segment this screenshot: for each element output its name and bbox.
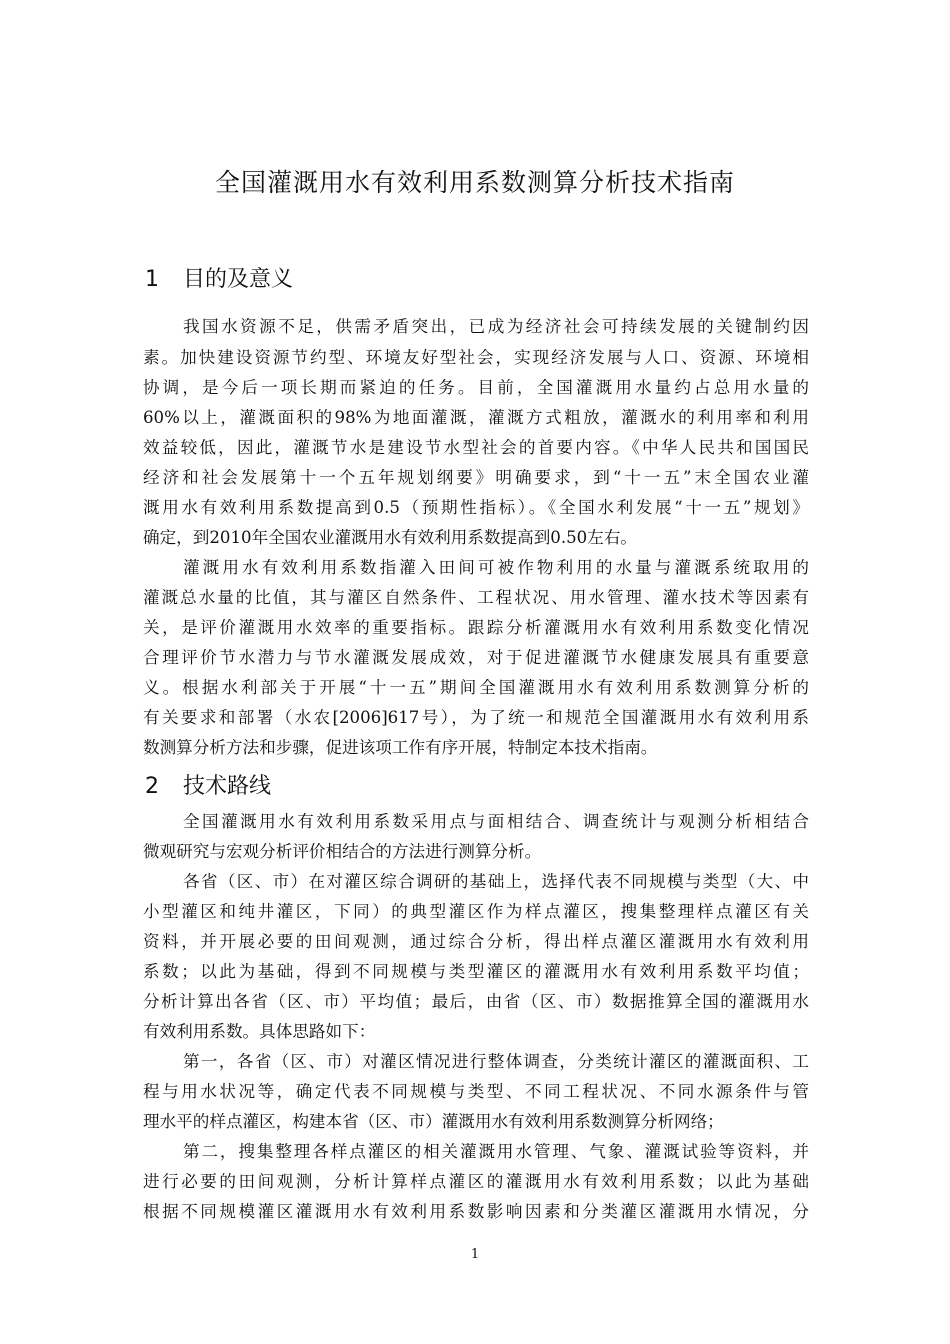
paragraph-line: 分析计算出各省（区、市）平均值；最后，由省（区、市）数据推算全国的灌溉用水 (143, 992, 809, 1011)
paragraph-line: 有关要求和部署（水农[2006]617号），为了统一和规范全国灌溉用水有效利用系 (143, 708, 809, 727)
paragraph-line: 灌溉用水有效利用系数指灌入田间可被作物利用的水量与灌溉系统取用的 (183, 558, 809, 577)
paragraph-line: 经济和社会发展第十一个五年规划纲要》明确要求，到“十一五”末全国农业灌 (143, 468, 809, 487)
paragraph-line: 第一，各省（区、市）对灌区情况进行整体调查，分类统计灌区的灌溉面积、工 (183, 1052, 809, 1071)
paragraph-line: 效益较低，因此，灌溉节水是建设节水型社会的首要内容。《中华人民共和国国民 (143, 438, 809, 457)
paragraph-line: 系数；以此为基础，得到不同规模与类型灌区的灌溉用水有效利用系数平均值； (143, 962, 809, 981)
paragraph-line: 60%以上，灌溉面积的98%为地面灌溉，灌溉方式粗放，灌溉水的利用率和利用 (143, 408, 809, 427)
section-heading-1 (145, 262, 293, 293)
section-title: 技术路线 (183, 774, 272, 799)
paragraph-line: 合理评价节水潜力与节水灌溉发展成效，对于促进灌溉节水健康发展具有重要意 (143, 648, 809, 667)
paragraph-line: 数测算分析方法和步骤，促进该项工作有序开展，特制定本技术指南。 (143, 738, 658, 757)
paragraph-line: 协调，是今后一项长期而紧迫的任务。目前，全国灌溉用水量约占总用水量的 (143, 378, 809, 397)
paragraph-line: 有效利用系数。具体思路如下： (143, 1022, 376, 1041)
document-title: 全国灌溉用水有效利用系数测算分析技术指南 (214, 168, 735, 197)
paragraph-line: 各省（区、市）在对灌区综合调研的基础上，选择代表不同规模与类型（大、中 (183, 872, 809, 891)
paragraph-line: 进行必要的田间观测，分析计算样点灌区的灌溉用水有效利用系数；以此为基础 (143, 1172, 809, 1191)
paragraph-line: 我国水资源不足，供需矛盾突出，已成为经济社会可持续发展的关键制约因 (183, 317, 809, 336)
page-number: 1 (470, 1247, 480, 1262)
paragraph-line: 义。根据水利部关于开展“十一五”期间全国灌溉用水有效利用系数测算分析的 (143, 678, 809, 697)
section-title: 目的及意义 (183, 267, 294, 292)
paragraph-line: 关，是评价灌溉用水效率的重要指标。跟踪分析灌溉用水有效利用系数变化情况 (143, 618, 809, 637)
paragraph-line: 灌溉总水量的比值，其与灌区自然条件、工程状况、用水管理、灌水技术等因素有 (143, 588, 809, 607)
paragraph-line: 程与用水状况等，确定代表不同规模与类型、不同工程状况、不同水源条件与管 (143, 1082, 809, 1101)
paragraph-line: 资料，并开展必要的田间观测，通过综合分析，得出样点灌区灌溉用水有效利用 (143, 932, 809, 951)
paragraph-line: 全国灌溉用水有效利用系数采用点与面相结合、调查统计与观测分析相结合 (183, 812, 809, 831)
paragraph-line: 确定，到2010年全国农业灌溉用水有效利用系数提高到0.50左右。 (143, 528, 638, 547)
paragraph-line: 素。加快建设资源节约型、环境友好型社会，实现经济发展与人口、资源、环境相 (143, 348, 809, 367)
section-number: 1 (145, 267, 159, 292)
paragraph-line: 理水平的样点灌区，构建本省（区、市）灌溉用水有效利用系数测算分析网络； (143, 1112, 724, 1131)
paragraph-line: 微观研究与宏观分析评价相结合的方法进行测算分析。 (143, 842, 542, 861)
section-heading-2 (145, 769, 271, 800)
paragraph-line: 根据不同规模灌区灌溉用水有效利用系数影响因素和分类灌区灌溉用水情况，分 (143, 1202, 809, 1221)
section-number: 2 (145, 774, 159, 799)
paragraph-line: 小型灌区和纯井灌区，下同）的典型灌区作为样点灌区，搜集整理样点灌区有关 (143, 902, 809, 921)
paragraph-line: 溉用水有效利用系数提高到0.5（预期性指标）。《全国水利发展“十一五”规划》 (143, 498, 809, 517)
paragraph-line: 第二，搜集整理各样点灌区的相关灌溉用水管理、气象、灌溉试验等资料，并 (183, 1142, 809, 1161)
